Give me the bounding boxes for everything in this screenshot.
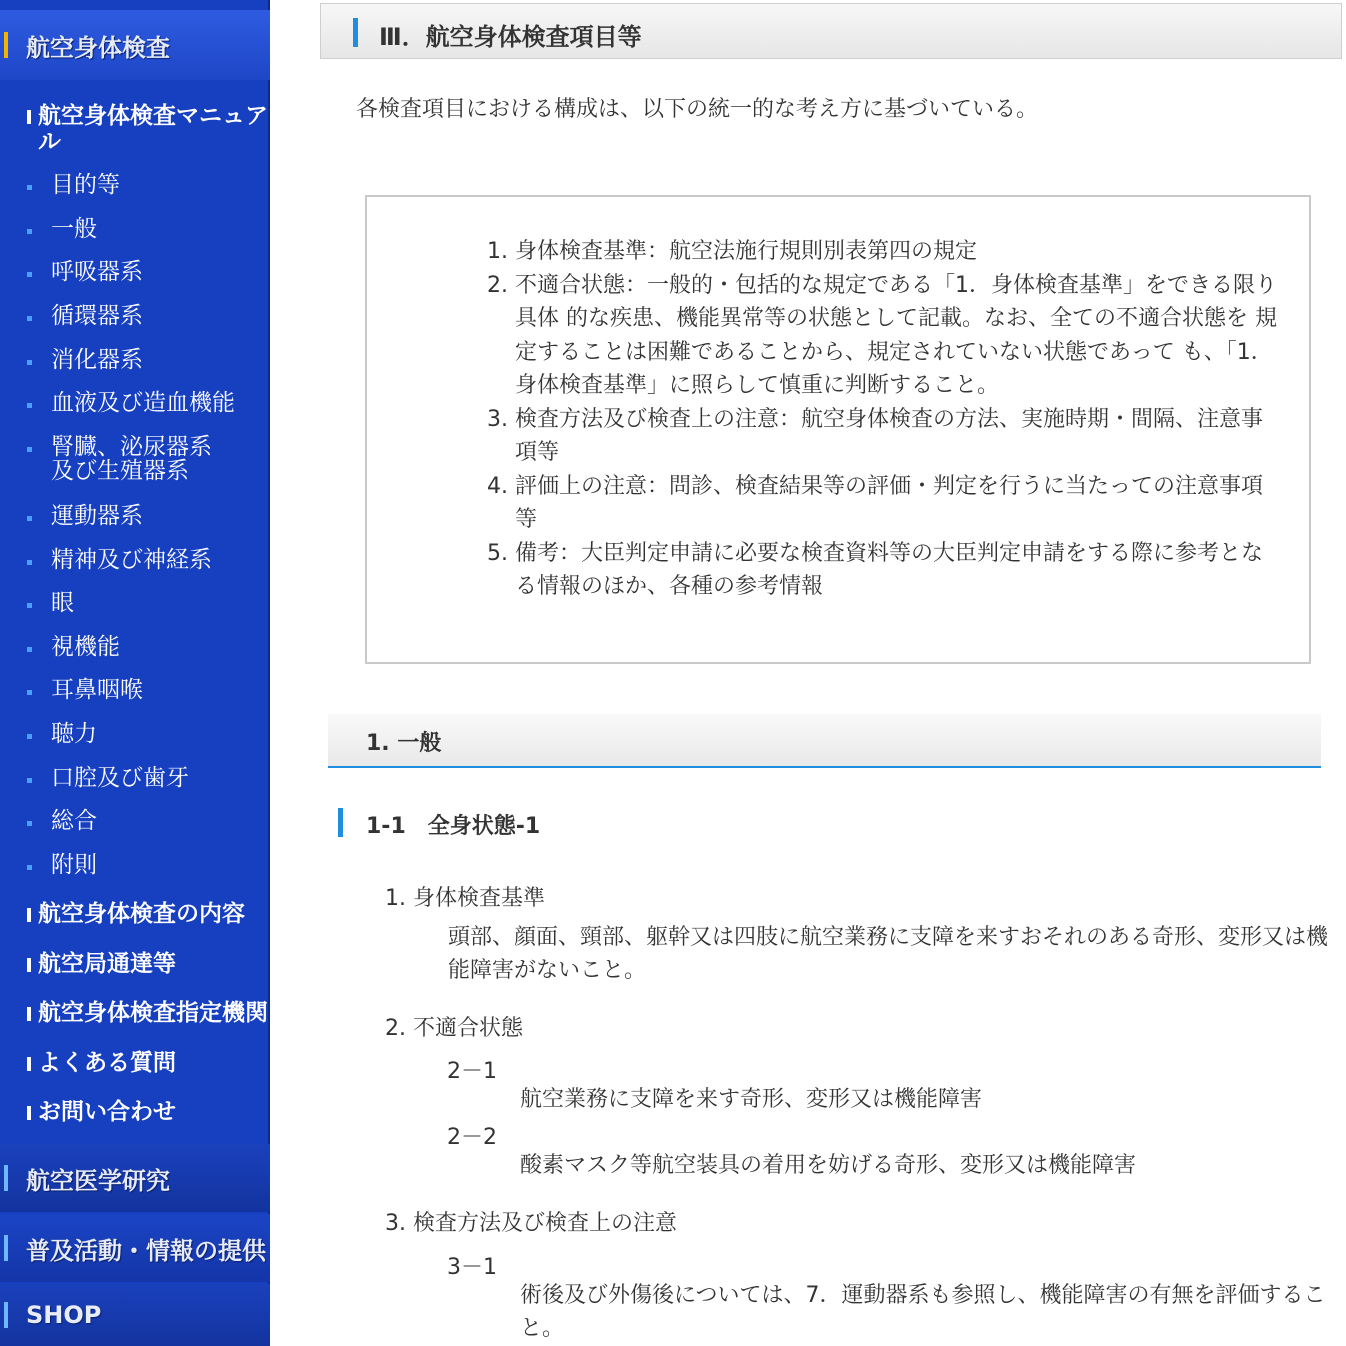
sidebar-header-info[interactable]: 普及活動・情報の提供 (0, 1214, 270, 1282)
code-label: 3－1 (447, 1255, 497, 1280)
page-title-bar (320, 3, 1342, 59)
section-header-bar (328, 714, 1321, 768)
page-title: Ⅲ．航空身体検査項目等 (379, 23, 642, 51)
structure-list (487, 235, 1277, 604)
sidebar-item-kidney-line1: 腎臓、泌尿器系 (51, 434, 212, 460)
sidebar-item-notices[interactable]: 航空局通達等 (0, 951, 270, 977)
sidebar-item-contact[interactable]: お問い合わせ (0, 1099, 270, 1125)
section-title: 1. 一般 (366, 731, 442, 756)
sidebar-item-ent[interactable]: 耳鼻咽喉 (0, 678, 270, 702)
main-content (270, 0, 1346, 1346)
code-label: 2－1 (447, 1059, 497, 1084)
structure-item: 3. 検査方法及び検査上の注意：航空身体検査の方法、実施時期・間隔、注意事項等 (487, 406, 1263, 465)
sidebar-item-respiratory[interactable]: 呼吸器系 (0, 260, 270, 284)
sidebar-item-purpose[interactable]: 目的等 (0, 173, 270, 197)
item-heading: 1. 身体検査基準 (385, 886, 545, 911)
structure-item: 5. 備考：大臣判定申請に必要な検査資料等の大臣判定申請をする際に参考となる情報のほか、各種の参考情報 (487, 540, 1263, 599)
sidebar-item-institutions[interactable]: 航空身体検査指定機関 (0, 1000, 270, 1026)
sidebar-item-kidney[interactable] (0, 435, 270, 483)
sidebar-header-research[interactable]: 航空医学研究 (0, 1144, 270, 1212)
structure-item: 1. 身体検査基準：航空法施行規則別表第四の規定 (487, 239, 977, 264)
structure-item: 4. 評価上の注意：問診、検査結果等の評価・判定を行うに当たっての注意事項等 (487, 473, 1263, 532)
sidebar-item-manual[interactable]: 航空身体検査マニュアル (0, 103, 270, 155)
sidebar-item-vision[interactable]: 視機能 (0, 635, 270, 659)
sidebar-item-exam-contents[interactable]: 航空身体検査の内容 (0, 901, 270, 927)
item-heading: 2. 不適合状態 (385, 1016, 523, 1041)
sidebar-item-eye[interactable]: 眼 (0, 591, 270, 615)
title-accent-bar (353, 18, 358, 47)
item-heading: 3. 検査方法及び検査上の注意 (385, 1211, 677, 1236)
code-text: 術後及び外傷後については、7．運動器系も参照し、機能障害の有無を評価すること。 (520, 1283, 1326, 1341)
code-text: 航空業務に支障を来す奇形、変形又は機能障害 (520, 1087, 983, 1112)
subsection-title: 1-1 全身状態-1 (366, 814, 541, 839)
sidebar-item-oral[interactable]: 口腔及び歯牙 (0, 766, 270, 790)
item-body: 頭部、顔面、頸部、躯幹又は四肢に航空業務に支障を来すおそれのある奇形、変形又は機能障害がないこと。 (448, 925, 1329, 983)
sidebar-item-motor[interactable]: 運動器系 (0, 504, 270, 528)
sidebar-item-overall[interactable]: 総合 (0, 809, 270, 833)
sidebar-item-supplementary[interactable]: 附則 (0, 853, 270, 877)
sidebar-item-digestive[interactable]: 消化器系 (0, 348, 270, 372)
sidebar-item-hearing[interactable]: 聴力 (0, 722, 270, 746)
sidebar-item-general[interactable]: 一般 (0, 217, 270, 241)
sidebar-item-circulatory[interactable]: 循環器系 (0, 304, 270, 328)
subsection-accent-bar (338, 808, 343, 837)
sidebar-item-blood[interactable]: 血液及び造血機能 (0, 391, 270, 415)
code-text: 酸素マスク等航空装具の着用を妨げる奇形、変形又は機能障害 (520, 1153, 1137, 1178)
code-label: 2－2 (447, 1125, 497, 1150)
sidebar-header-shop[interactable]: SHOP (0, 1284, 270, 1346)
structure-item: 2. 不適合状態：一般的・包括的な規定である「1．身体検査基準」をできる限り具体 的な疾患、機能異常等の状態として記載。なお、全ての不適合状態を 規定することは困難であることから、規定されていない状態であって も、「1．身体検査基準」に照らして慎重に判断すること。 (487, 272, 1277, 398)
structure-box (365, 195, 1311, 664)
sidebar (0, 0, 270, 1346)
intro-text: 各検査項目における構成は、以下の統一的な考え方に基づいている。 (356, 97, 1039, 122)
sidebar-item-mental[interactable]: 精神及び神経系 (0, 548, 270, 572)
sidebar-header-aviation-exam[interactable]: 航空身体検査 (0, 10, 270, 80)
sidebar-item-faq[interactable]: よくある質問 (0, 1050, 270, 1076)
sidebar-item-kidney-line2: 及び生殖器系 (51, 458, 189, 484)
